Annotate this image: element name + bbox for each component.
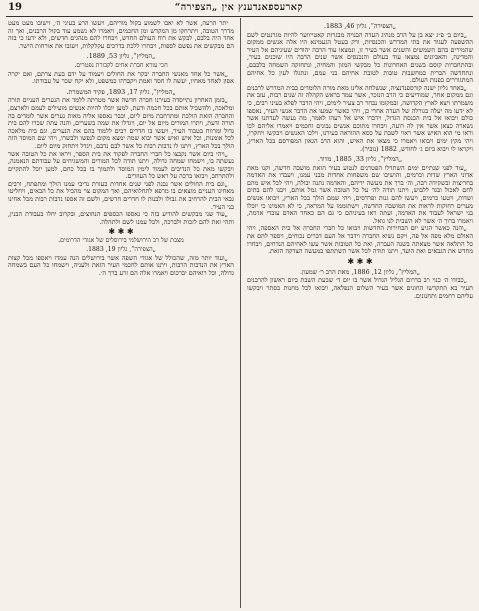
paragraph: יתר הרעה, אשר לא יאבו לשמוע בקול מוריהם, ויעשו הרע בעיני ה׳, וישובו מעט מעט מדרך הטובה, ויתרחקו מן המקדש ומן החכמים, ויאמרו לא נשמע עוד בקול הרבנים, ואך זה אחד היה בלבם, לבקש את רוח העולם החדש, ויבחרו להם מנהגים חדשים, ולא ידעו כי בזה הם מבקשים את נפשם לספות, ויבחרו ללכת בדרכים עקלקלות, ויעזבו את אורחות הישר. xyxy=(8,20,234,50)
paragraph: „ביום ב׳ פ״ג יצא בן על הרב מנהיג העדה הבנויה מבגרות קאטייווער להיות מגרנטים לשם ההשפעה לעגוד את בתי המדרש והכנסיות, ורק בעטל הגעמינא היו אלה אנשים ממקום שהמירים בהם השמשים והשנים אשר בעיר זו, ונמצאו עוד הרבה יהודים שעיניהם אל העיר והמדינה, והאביונים נמצאו עוד בעולם והנכנסים אשר שנים הרבה היו שוכנים בעיר, ובהתחברות קוסם בשנים האחרונות כל מבקשי המזון והמחיה, ונתחזקה השמחה בלבבם, ונתחדשה הברית במחשבות טובות לטובת אחיהם בני עמם, ונתגלו לעין כל אחיהם המתגוררים בפנות העולם. xyxy=(247,30,473,85)
column-divider xyxy=(240,18,241,608)
paragraph: „ועוד יותר מזה, שהכולל של אגודי השפה אשר בירושלים הנה עמדו ויאספו מכל קצות הארץ את הנדבות הרבות, ויתנו אותם לחכמי העיר הזאת ולעניה, וישמחו כל העם בשמחה גדולה, וכל רואיהם יברכום ויאמרו אלה הם זרע ברך ה׳. xyxy=(8,253,234,277)
paragraph: „באחד גליון ישנה קורספנדנציה, שנשלחה אלינו מאת מורה הלומדים בבית המדרש לרבנים וגם ממקום אחר, שמודיעים כי הרב הנזכר, אשר עמד בראש הקהלה זה שנים רבות, עזב את משמרתו ויצא לארץ הקדושה, ובמקומו נבחר רב צעיר לימים, ויהי הדבר לפלא בעיני רבים, כי לא ידעו מה יעלה בגורלה של העדה אחרי כן, ויהי כאשר שמעו את הדבר אנשי העיר, נאספו כולם ויבואו אל בית הכנסת הגדול, וידברו איש אל רעהו לאמר, מה נעשה לעדתנו אשר נשארה כצאן אשר אין לה רועה, ויבחרו מתוכם אנשים נבונים וחכמים ויאמרו אליהם לכו וראו מי הוא האיש אשר ראוי לשבת על כסא ההוראה בעירנו, וילכו האנשים ויבקשו ויחקרו, ויהי מקץ ימים ויבואו ויאמרו כי מצאו את האיש, והוא הרב הגאון המפורסם בכל הארץ, ויקראו לו ויבוא ביום ג׳ לחודש, 1882 (נוביר). xyxy=(247,83,473,153)
left-column xyxy=(8,20,234,608)
source-citation: „המליץ“, גליון 12, 1886, מאת הרב ר׳ שמעון. xyxy=(299,267,421,276)
section-subtitle: „הצפירה“, גליון 19, 1883. xyxy=(86,246,156,254)
paragraph: „בזמן האחרון נתייסדה בעירנו חברה חדשה אשר מטרתה ללמד את הנערים העניים תורה ומלאכה, ולהשכיל אותם בכל חכמה ודעת, למען יוכלו להיות אנשים מועילים לעמם ולארצם, והחברה הזאת הולכת ומתרחבת מיום ליום, וכבר נאספו אליה מאות נערים אשר לומדים בה תורה ודעת, ויתרו המורים מיום אל יום, ויגדלו את שמה בשערים, והנה עתה שכרו להם בית גדול ומרווח בטבור העיר, ויעשו בו חדרים רבים ללמוד בהם את הנערים, וגם בית מלאכה לכל אומנות, וכל איש ואיש אשר יבוא שמה ימצא מקום לנפשו ולבשרו, ויהי שם המוסד הזה הולך בכל הארץ, ויתנו לו נדבות רבות כל אשר לבם נדבם, ויגדל ויתחזק מיום ליום. xyxy=(8,96,234,150)
paragraph: „ויהי ביום אשר נקבצו כל חברי החברה לפקוד את בית הספר, ויראו את כל הטובה אשר נעשתה בו, וישמחו שמחה גדולה, ויתנו תודה לכל המורים והמשגיחים על עבודתם הנאמנה, ויבקשו מאת כל הנדיבים לעמוד לימין המוסד ולתמוך בו בכל כחם, למען יוכל להתקיים ולהתרחב, ויבואו ברכה על ראש כל העוזרים. xyxy=(8,149,234,181)
paragraph: „אשר כל אחד מאנשי החברה יבקר את החולים ויעמוד על ידם בעת צרתם, ואם יקרה אסון לאחד מאחיו, יעשה לו חסד ואמת ויקברהו כמשפט, ולא יקח שכר על עבודתו. xyxy=(8,69,234,86)
source-citation: „המליץ“, גליון 17, 1893, פקיד המשמרת. xyxy=(66,87,176,96)
paragraph: „עוד שני מבקשים להודיע בזה כי נאספו הכספים הנחוצים, ובקרוב יחלו בעבודת הבנין, ותהי זאת להם לזכות ולברכה, ולכל עמנו לשם ולתהלה. xyxy=(8,210,234,226)
section-ornament: ✱ ✱ ✱ xyxy=(347,256,373,266)
section-subtitle: מצבת של רב הירושלמי בירוסלים של אגודי הדרומים. xyxy=(58,237,184,245)
section-subtitle: חכי עזרא חברת אחים לקבורת נפטרים. xyxy=(74,61,168,69)
page-header xyxy=(6,2,473,17)
source-citation: „המליץ“, גליון 53, 1889. xyxy=(86,52,156,61)
paragraph: „והנה כאשר הגיע יום הבחירות החדשות ויבואו כל חברי החברה אל בית האספה, ויהי האולם מלא מפה אל פה, ויקם נשיא החברה וידבר אל העם דברים נכוחים, ויספר להם את כל התלאה אשר מצאתה בשנה העברה, ואת כל הטובות אשר עשו לאחיהם הנדחים, ויבחרו מחדש את הגבאים ואת הועד, ויתנו תודה לכל אשר השתתפו במעשה הצדקה הזאת. xyxy=(247,224,473,256)
page-number: 19 xyxy=(8,2,22,13)
paragraph: „וגם בית החולים אשר נבנה לפני שנים אחדות בעזרת נדיבי עמנו הולך ומתפתח, ורבים מאחינו העניים מוצאים בו מרפא לתחלואיהם, ואך המקום צר מהכיל את כל הבאים, ויחליטו גבאי הבית להרחיב את גבולו ולבנות לו חדרים חדשים, ולשם זה אספו נדבות רבות מכל אחינו בני העיר. xyxy=(8,179,234,211)
paragraph: „עוד לפני שנתיים ימים השתדלו הפטרנים לנטוע בעיר הזאת מושבה חדשה, וקנו מאת אדוני הארץ שדות וכרמים, והושיבו שם משפחות אחדות מבני עמנו, ויעבדו את האדמה בחריצות ובשקידה רבה, וה׳ ברך את מעשה ידיהם, והאדמה נתנה יבולה, ויהי לכל איש מהם לחם לאכול ובגד ללבוש, ויתנו תודה לה׳ על כל הטובה אשר גמל אותם, ויבנו להם בתים ושדות, ויטעו כרמים, ויעשו להם גנות ופרדסים, ויהי שמם הולך בכל הארץ, ויבואו אנשים מערים רחוקות לראות את המושבה החדשה, וישתוממו על המראה, כי לא האמינו כי יוכלו בני ישראל לעבוד את האדמה, ועתה ראו בעיניהם כי גם הם כאחד האדם עובדי אדמה, ויאמרו ברוך ה׳ אשר לא השבית לנו גואל. xyxy=(247,163,473,225)
running-title: קארעספאנדענץ אין „הצפירה“ xyxy=(174,2,303,13)
right-column xyxy=(247,20,473,608)
section-ornament: ✱ ✱ ✱ xyxy=(108,227,134,237)
paragraph: „כבודו ה׳ כנוי רב בדרום הגליל הגדול אשר בו יום ד׳ שבעת השבת ביום ראשון להרבנים תעיר בא התקדשו החונים אשר בעיר השלום הנפלאה, ויבואו לכל מחנות בסתר ויבקשו עליהם רחמים ותחנונים. xyxy=(247,276,473,300)
source-citation: „המליץ“, גליון 33, 1885, מדוד. xyxy=(317,155,403,164)
source-citation: „הצפירה“, גליון 46, 1883. xyxy=(323,22,397,30)
